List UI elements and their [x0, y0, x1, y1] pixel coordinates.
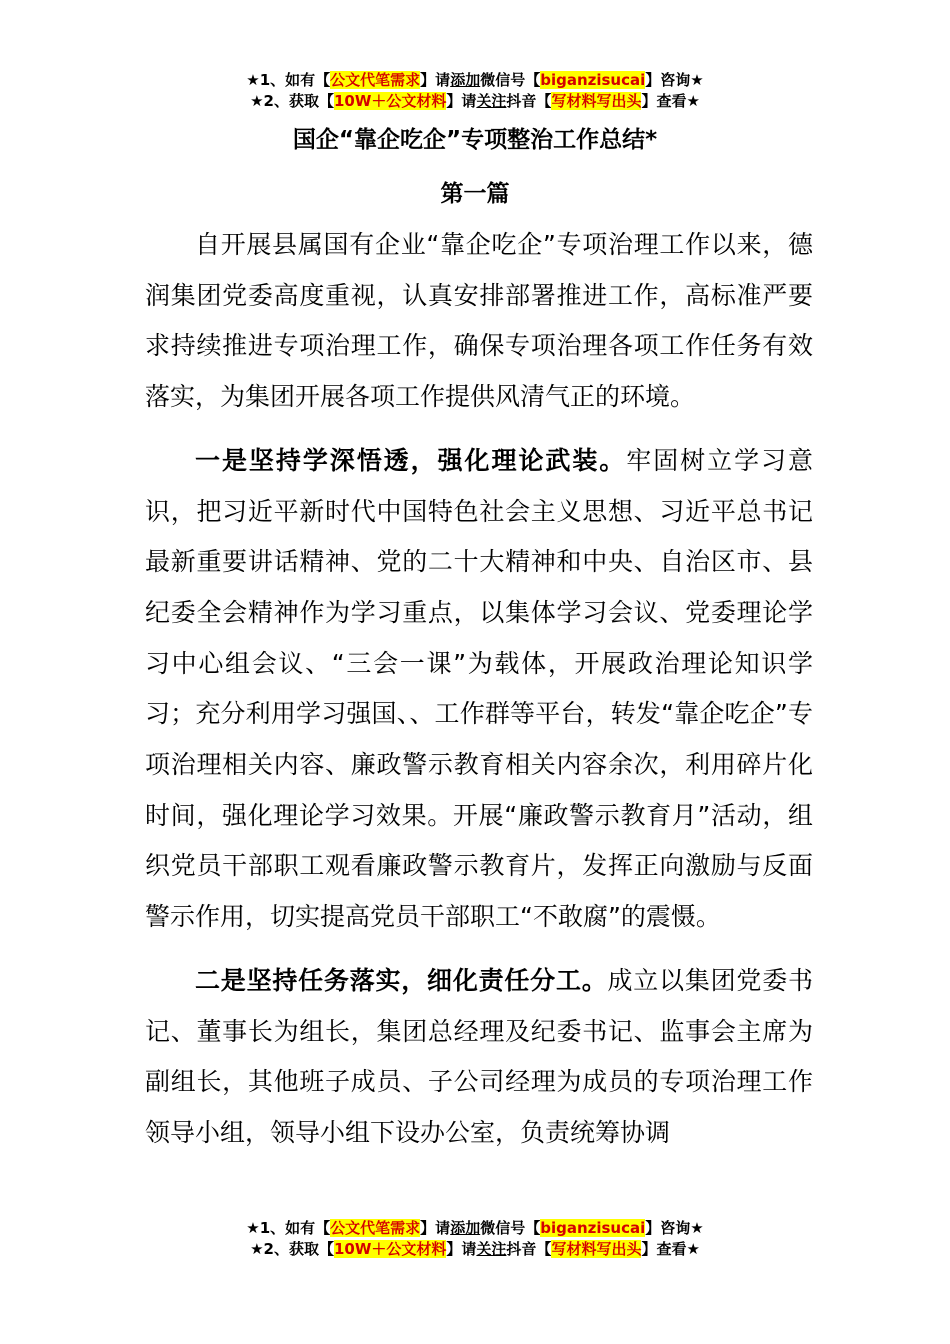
notice-douyin-id: 写材料写出头 — [551, 92, 642, 110]
footer-notice — [0, 1218, 950, 1260]
notice-text: 微信号【 — [480, 71, 541, 89]
notice-text: ★2、获取【 — [250, 1240, 334, 1258]
notice-text: 】请 — [446, 1240, 477, 1258]
paragraph-lead: 二是坚持任务落实，细化责任分工。 — [195, 965, 608, 995]
notice-underlined: 关注 — [476, 1240, 507, 1258]
notice-underlined: 关注 — [476, 92, 507, 110]
notice-text: ★1、如有【 — [246, 71, 331, 89]
notice-line-1 — [0, 1218, 950, 1239]
header-notice — [0, 70, 950, 112]
notice-line-1 — [0, 70, 950, 91]
notice-text: ★1、如有【 — [246, 1219, 331, 1237]
notice-highlight: 公文代笔需求 — [330, 1219, 421, 1237]
notice-text: 】请 — [420, 71, 451, 89]
notice-douyin-id: 写材料写出头 — [551, 1240, 642, 1258]
paragraph-text: 成立以集团党委书记、董事长为组长，集团总经理及纪委书记、监事会主席为副组长，其他班子成员、子公司经理为成员的专项治理工作领导小组，领导小组下设办公室，负责统筹协调 — [145, 965, 813, 1147]
notice-text: 】咨询★ — [645, 1219, 704, 1237]
document-body — [145, 220, 813, 1159]
notice-text: 抖音【 — [506, 1240, 552, 1258]
paragraph-2 — [145, 436, 813, 943]
notice-text: 微信号【 — [480, 1219, 541, 1237]
notice-text: 】咨询★ — [645, 71, 704, 89]
notice-underlined: 添加 — [450, 1219, 481, 1237]
paragraph-text: 牢固树立学习意识，把习近平新时代中国特色社会主义思想、习近平总书记最新重要讲话精神、党的二十大精神和中央、自治区市、县纪委全会精神作为学习重点，以集体学习会议、党委理论学习中心组会议、“三会一课”为载体，开展政治理论知识学习；充分利用学习强国、、工作群等平台，转发“靠企吃企”专项治理相关内容、廉政警示教育相关内容余次，利用碎片化时间，强化理论学习效果。开展“廉政警示教育月”活动，组织党员干部职工观看廉政警示教育片，发挥正向激励与反面警示作用，切实提高党员干部职工“不敢腐”的震慑。 — [145, 445, 813, 932]
paragraph-1 — [145, 220, 813, 423]
notice-text: 】请 — [446, 92, 477, 110]
paragraph-text: 自开展县属国有企业“靠企吃企”专项治理工作以来，德润集团党委高度重视，认真安排部署推进工作，高标准严要求持续推进专项治理工作，确保专项治理各项工作任务有效落实，为集团开展各项工作提供风清气正的环境。 — [145, 230, 813, 412]
notice-line-2 — [0, 1239, 950, 1260]
notice-wechat-id: biganzisucai — [540, 71, 646, 89]
notice-highlight: 公文代笔需求 — [330, 71, 421, 89]
notice-wechat-id: biganzisucai — [540, 1219, 646, 1237]
notice-text: 】查看★ — [641, 1240, 700, 1258]
notice-underlined: 添加 — [450, 71, 481, 89]
document-subtitle: 第一篇 — [440, 181, 510, 207]
notice-text: ★2、获取【 — [250, 92, 334, 110]
notice-text: 】查看★ — [641, 92, 700, 110]
paragraph-lead: 一是坚持学深悟透，强化理论武装。 — [195, 445, 627, 475]
notice-text: 】请 — [420, 1219, 451, 1237]
notice-highlight: 10W＋公文材料 — [333, 92, 447, 110]
notice-highlight: 10W＋公文材料 — [333, 1240, 447, 1258]
notice-text: 抖音【 — [506, 92, 552, 110]
paragraph-3 — [145, 956, 813, 1159]
document-title: 国企“靠企吃企”专项整治工作总结* — [292, 127, 658, 153]
notice-line-2 — [0, 91, 950, 112]
